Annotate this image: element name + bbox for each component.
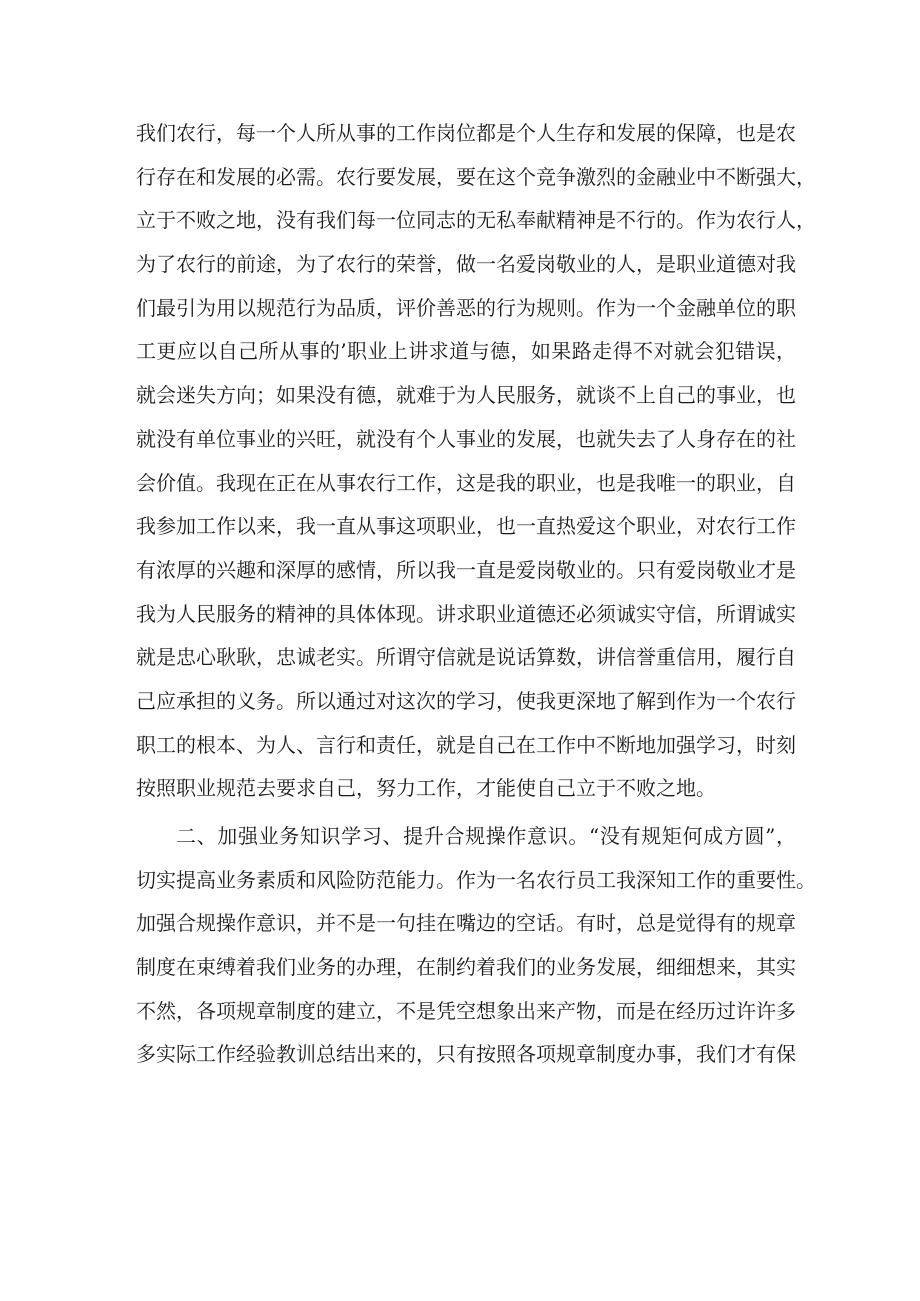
text-line: 行存在和发展的必需。农行要发展，要在这个竞争激烈的金融业中不断强大， <box>136 164 816 189</box>
text-line: 就会迷失方向；如果没有德，就难于为人民服务，就谈不上自己的事业，也 <box>136 383 796 408</box>
text-line: 制度在束缚着我们业务的办理，在制约着我们的业务发展，细细想来，其实 <box>136 955 796 980</box>
paragraph-1 <box>136 112 816 811</box>
text-line: 会价值。我现在正在从事农行工作，这是我的职业，也是我唯一的职业，自 <box>136 470 796 495</box>
text-line: 加强合规操作意识，并不是一句挂在嘴边的空话。有时，总是觉得有的规章 <box>136 911 796 936</box>
text-line: 己应承担的义务。所以通过对这次的学习，使我更深地了解到作为一个农行 <box>136 688 796 713</box>
text-line: 我参加工作以来，我一直从事这项职业，也一直热爱这个职业，对农行工作 <box>136 514 796 539</box>
text-line: 为了农行的前途，为了农行的荣誉，做一名爱岗敬业的人，是职业道德对我 <box>136 252 796 277</box>
text-line: 就是忠心耿耿，忠诚老实。所谓守信就是说话算数，讲信誉重信用，履行自 <box>136 645 796 670</box>
paragraph-2 <box>136 815 816 1077</box>
text-line: 不然，各项规章制度的建立，不是凭空想象出来产物，而是在经历过许许多 <box>136 998 796 1023</box>
text-line: 二、加强业务知识学习、提升合规操作意识。“没有规矩何成方圆”， <box>176 824 796 848</box>
text-line: 立于不败之地，没有我们每一位同志的无私奉献精神是不行的。作为农行人， <box>136 208 816 233</box>
text-line: 切实提高业务素质和风险防范能力。作为一名农行员工我深知工作的重要性。 <box>136 867 816 892</box>
body-text <box>136 112 816 1077</box>
text-line: 多实际工作经验教训总结出来的，只有按照各项规章制度办事，我们才有保 <box>136 1042 796 1067</box>
text-line: 我们农行，每一个人所从事的工作岗位都是个人生存和发展的保障，也是农 <box>136 121 796 145</box>
text-line: 我为人民服务的精神的具体体现。讲求职业道德还必须诚实守信，所谓诚实 <box>136 601 796 626</box>
text-line: 按照职业规范去要求自己，努力工作，才能使自己立于不败之地。 <box>136 776 716 801</box>
text-line: 有浓厚的兴趣和深厚的感情，所以我一直是爱岗敬业的。只有爱岗敬业才是 <box>136 557 796 582</box>
text-line: 们最引为用以规范行为品质，评价善恶的行为规则。作为一个金融单位的职 <box>136 295 796 320</box>
text-line: 职工的根本、为人、言行和责任，就是自己在工作中不断地加强学习，时刻 <box>136 732 796 757</box>
text-line: 工更应以自己所从事的’职业上讲求道与德，如果路走得不对就会犯错误， <box>136 339 796 364</box>
text-line: 就没有单位事业的兴旺，就没有个人事业的发展，也就失去了人身存在的社 <box>136 426 796 451</box>
